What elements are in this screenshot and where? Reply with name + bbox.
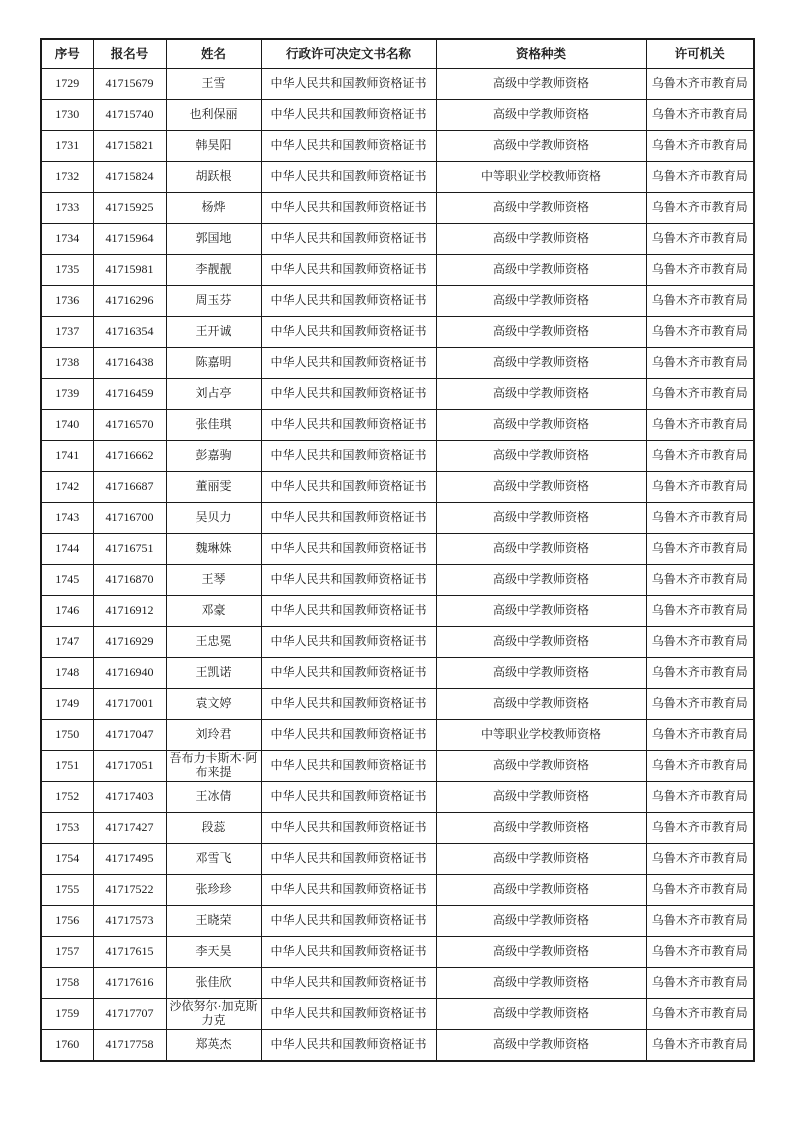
name-cell: 郭国地 [166,224,261,255]
registration-number-cell: 41717001 [93,689,166,720]
header-cell-col-registration-number: 报名号 [93,39,166,69]
table-row [41,658,754,689]
document-title-cell: 中华人民共和国教师资格证书 [261,596,436,627]
authority-cell: 乌鲁木齐市教育局 [646,565,754,596]
qualification-type-cell: 高级中学教师资格 [436,782,646,813]
serial-cell: 1750 [41,720,93,751]
qualification-type-cell: 高级中学教师资格 [436,999,646,1030]
table-row [41,379,754,410]
registration-number-cell: 41716912 [93,596,166,627]
qualification-type-cell: 高级中学教师资格 [436,131,646,162]
authority-cell: 乌鲁木齐市教育局 [646,968,754,999]
name-cell: 陈嘉明 [166,348,261,379]
authority-cell: 乌鲁木齐市教育局 [646,596,754,627]
authority-cell: 乌鲁木齐市教育局 [646,441,754,472]
qualification-type-cell: 高级中学教师资格 [436,286,646,317]
name-cell: 吴贝力 [166,503,261,534]
qualification-type-cell: 高级中学教师资格 [436,441,646,472]
authority-cell: 乌鲁木齐市教育局 [646,751,754,782]
header-cell-col-serial: 序号 [41,39,93,69]
table-row [41,906,754,937]
serial-cell: 1729 [41,69,93,100]
table-row [41,255,754,286]
serial-cell: 1742 [41,472,93,503]
qualification-type-cell: 高级中学教师资格 [436,317,646,348]
document-title-cell: 中华人民共和国教师资格证书 [261,813,436,844]
authority-cell: 乌鲁木齐市教育局 [646,999,754,1030]
name-cell: 邓雪飞 [166,844,261,875]
registration-number-cell: 41717616 [93,968,166,999]
table-row [41,317,754,348]
table-row [41,410,754,441]
document-title-cell: 中华人民共和国教师资格证书 [261,286,436,317]
authority-cell: 乌鲁木齐市教育局 [646,100,754,131]
table-row [41,720,754,751]
header-cell-col-qualification-type: 资格种类 [436,39,646,69]
name-cell: 王晓荣 [166,906,261,937]
registration-number-cell: 41717573 [93,906,166,937]
table-row [41,193,754,224]
name-cell: 邓豪 [166,596,261,627]
name-cell: 段蕊 [166,813,261,844]
authority-cell: 乌鲁木齐市教育局 [646,162,754,193]
qualification-type-cell: 高级中学教师资格 [436,813,646,844]
serial-cell: 1730 [41,100,93,131]
serial-cell: 1741 [41,441,93,472]
authority-cell: 乌鲁木齐市教育局 [646,472,754,503]
registration-number-cell: 41717047 [93,720,166,751]
document-title-cell: 中华人民共和国教师资格证书 [261,410,436,441]
authority-cell: 乌鲁木齐市教育局 [646,844,754,875]
authority-cell: 乌鲁木齐市教育局 [646,224,754,255]
name-cell: 王凯诺 [166,658,261,689]
registration-number-cell: 41715824 [93,162,166,193]
registration-number-cell: 41717403 [93,782,166,813]
serial-cell: 1746 [41,596,93,627]
table-row [41,503,754,534]
table-row [41,441,754,472]
registration-number-cell: 41716354 [93,317,166,348]
table-row [41,565,754,596]
table-row [41,689,754,720]
serial-cell: 1735 [41,255,93,286]
name-cell: 郑英杰 [166,1030,261,1062]
qualification-type-cell: 高级中学教师资格 [436,937,646,968]
document-title-cell: 中华人民共和国教师资格证书 [261,224,436,255]
serial-cell: 1731 [41,131,93,162]
qualification-type-cell: 高级中学教师资格 [436,627,646,658]
table-row [41,224,754,255]
serial-cell: 1748 [41,658,93,689]
qualification-type-cell: 高级中学教师资格 [436,534,646,565]
registration-number-cell: 41715925 [93,193,166,224]
serial-cell: 1757 [41,937,93,968]
authority-cell: 乌鲁木齐市教育局 [646,689,754,720]
registration-number-cell: 41716570 [93,410,166,441]
document-title-cell: 中华人民共和国教师资格证书 [261,131,436,162]
name-cell: 韩昊阳 [166,131,261,162]
document-title-cell: 中华人民共和国教师资格证书 [261,193,436,224]
registration-number-cell: 41716296 [93,286,166,317]
table-row [41,596,754,627]
document-title-cell: 中华人民共和国教师资格证书 [261,317,436,348]
serial-cell: 1743 [41,503,93,534]
table-row [41,844,754,875]
registration-number-cell: 41716687 [93,472,166,503]
document-title-cell: 中华人民共和国教师资格证书 [261,348,436,379]
document-title-cell: 中华人民共和国教师资格证书 [261,937,436,968]
serial-cell: 1745 [41,565,93,596]
document-title-cell: 中华人民共和国教师资格证书 [261,534,436,565]
name-cell: 王雪 [166,69,261,100]
qualification-type-cell: 高级中学教师资格 [436,968,646,999]
document-title-cell: 中华人民共和国教师资格证书 [261,69,436,100]
registration-number-cell: 41715981 [93,255,166,286]
serial-cell: 1733 [41,193,93,224]
name-cell: 张佳欣 [166,968,261,999]
registration-number-cell: 41715740 [93,100,166,131]
name-cell: 王忠冕 [166,627,261,658]
registration-number-cell: 41716940 [93,658,166,689]
authority-cell: 乌鲁木齐市教育局 [646,534,754,565]
registration-number-cell: 41715964 [93,224,166,255]
document-title-cell: 中华人民共和国教师资格证书 [261,255,436,286]
qualification-type-cell: 高级中学教师资格 [436,658,646,689]
qualification-type-cell: 高级中学教师资格 [436,348,646,379]
name-cell: 王琴 [166,565,261,596]
document-title-cell: 中华人民共和国教师资格证书 [261,689,436,720]
serial-cell: 1754 [41,844,93,875]
header-cell-col-authority: 许可机关 [646,39,754,69]
serial-cell: 1760 [41,1030,93,1062]
serial-cell: 1739 [41,379,93,410]
qualification-type-cell: 高级中学教师资格 [436,410,646,441]
name-cell: 杨烨 [166,193,261,224]
name-cell: 张佳琪 [166,410,261,441]
qualification-type-cell: 高级中学教师资格 [436,255,646,286]
name-cell: 袁文婷 [166,689,261,720]
name-cell: 魏琳姝 [166,534,261,565]
document-title-cell: 中华人民共和国教师资格证书 [261,627,436,658]
registration-number-cell: 41717707 [93,999,166,1030]
header-cell-col-document-title: 行政许可决定文书名称 [261,39,436,69]
serial-cell: 1752 [41,782,93,813]
name-cell: 周玉芬 [166,286,261,317]
document-title-cell: 中华人民共和国教师资格证书 [261,751,436,782]
name-cell: 刘玲君 [166,720,261,751]
registration-number-cell: 41716438 [93,348,166,379]
registration-number-cell: 41715821 [93,131,166,162]
registration-number-cell: 41716459 [93,379,166,410]
qualification-type-cell: 高级中学教师资格 [436,751,646,782]
authority-cell: 乌鲁木齐市教育局 [646,720,754,751]
table-row [41,1030,754,1062]
document-title-cell: 中华人民共和国教师资格证书 [261,565,436,596]
qualification-type-cell: 高级中学教师资格 [436,224,646,255]
document-title-cell: 中华人民共和国教师资格证书 [261,844,436,875]
document-title-cell: 中华人民共和国教师资格证书 [261,441,436,472]
document-title-cell: 中华人民共和国教师资格证书 [261,968,436,999]
qualification-type-cell: 高级中学教师资格 [436,596,646,627]
qualification-type-cell: 高级中学教师资格 [436,906,646,937]
authority-cell: 乌鲁木齐市教育局 [646,503,754,534]
registration-number-cell: 41717615 [93,937,166,968]
table-row [41,782,754,813]
table-row [41,472,754,503]
serial-cell: 1751 [41,751,93,782]
authority-cell: 乌鲁木齐市教育局 [646,658,754,689]
name-cell: 王开诚 [166,317,261,348]
authority-cell: 乌鲁木齐市教育局 [646,937,754,968]
document-title-cell: 中华人民共和国教师资格证书 [261,782,436,813]
name-cell: 张珍珍 [166,875,261,906]
registration-number-cell: 41716751 [93,534,166,565]
authority-cell: 乌鲁木齐市教育局 [646,627,754,658]
serial-cell: 1758 [41,968,93,999]
authority-cell: 乌鲁木齐市教育局 [646,782,754,813]
qualification-type-cell: 高级中学教师资格 [436,844,646,875]
serial-cell: 1759 [41,999,93,1030]
authority-cell: 乌鲁木齐市教育局 [646,813,754,844]
authority-cell: 乌鲁木齐市教育局 [646,69,754,100]
registration-number-cell: 41717495 [93,844,166,875]
qualification-type-cell: 高级中学教师资格 [436,875,646,906]
document-title-cell: 中华人民共和国教师资格证书 [261,472,436,503]
qualification-type-cell: 高级中学教师资格 [436,193,646,224]
authority-cell: 乌鲁木齐市教育局 [646,255,754,286]
document-title-cell: 中华人民共和国教师资格证书 [261,875,436,906]
qualification-type-cell: 高级中学教师资格 [436,69,646,100]
table-row [41,162,754,193]
table-row [41,627,754,658]
qualification-type-cell: 高级中学教师资格 [436,472,646,503]
serial-cell: 1737 [41,317,93,348]
name-cell: 董丽雯 [166,472,261,503]
qualification-type-cell: 高级中学教师资格 [436,379,646,410]
authority-cell: 乌鲁木齐市教育局 [646,410,754,441]
qualification-type-cell: 高级中学教师资格 [436,1030,646,1062]
document-title-cell: 中华人民共和国教师资格证书 [261,379,436,410]
serial-cell: 1736 [41,286,93,317]
serial-cell: 1744 [41,534,93,565]
registration-number-cell: 41716929 [93,627,166,658]
qualification-type-cell: 高级中学教师资格 [436,565,646,596]
serial-cell: 1755 [41,875,93,906]
qualification-type-cell: 高级中学教师资格 [436,689,646,720]
serial-cell: 1732 [41,162,93,193]
table-row [41,999,754,1030]
registration-number-cell: 41716662 [93,441,166,472]
authority-cell: 乌鲁木齐市教育局 [646,906,754,937]
name-cell: 吾布力卡斯木·阿布来提 [166,751,261,782]
table-row [41,937,754,968]
authority-cell: 乌鲁木齐市教育局 [646,1030,754,1062]
header-cell-col-name: 姓名 [166,39,261,69]
table-row [41,348,754,379]
document-title-cell: 中华人民共和国教师资格证书 [261,906,436,937]
table-row [41,751,754,782]
registration-number-cell: 41717051 [93,751,166,782]
registration-number-cell: 41717522 [93,875,166,906]
qualification-type-cell: 高级中学教师资格 [436,503,646,534]
table-row [41,286,754,317]
name-cell: 也利保丽 [166,100,261,131]
authority-cell: 乌鲁木齐市教育局 [646,193,754,224]
document-title-cell: 中华人民共和国教师资格证书 [261,999,436,1030]
authority-cell: 乌鲁木齐市教育局 [646,875,754,906]
name-cell: 李靓靓 [166,255,261,286]
document-title-cell: 中华人民共和国教师资格证书 [261,720,436,751]
registration-number-cell: 41717427 [93,813,166,844]
header-row [41,39,754,69]
registration-number-cell: 41717758 [93,1030,166,1062]
table-row [41,968,754,999]
registration-number-cell: 41715679 [93,69,166,100]
qualification-type-cell: 高级中学教师资格 [436,100,646,131]
name-cell: 王冰倩 [166,782,261,813]
serial-cell: 1756 [41,906,93,937]
authority-cell: 乌鲁木齐市教育局 [646,286,754,317]
document-title-cell: 中华人民共和国教师资格证书 [261,658,436,689]
serial-cell: 1747 [41,627,93,658]
serial-cell: 1734 [41,224,93,255]
qualification-type-cell: 中等职业学校教师资格 [436,720,646,751]
document-title-cell: 中华人民共和国教师资格证书 [261,100,436,131]
qualification-type-cell: 中等职业学校教师资格 [436,162,646,193]
license-table [40,38,755,1062]
name-cell: 彭嘉驹 [166,441,261,472]
table-row [41,131,754,162]
name-cell: 李天昊 [166,937,261,968]
authority-cell: 乌鲁木齐市教育局 [646,317,754,348]
authority-cell: 乌鲁木齐市教育局 [646,348,754,379]
authority-cell: 乌鲁木齐市教育局 [646,379,754,410]
serial-cell: 1749 [41,689,93,720]
document-title-cell: 中华人民共和国教师资格证书 [261,1030,436,1062]
document-title-cell: 中华人民共和国教师资格证书 [261,162,436,193]
registration-number-cell: 41716700 [93,503,166,534]
name-cell: 刘占亭 [166,379,261,410]
table-row [41,875,754,906]
document-title-cell: 中华人民共和国教师资格证书 [261,503,436,534]
serial-cell: 1753 [41,813,93,844]
table-row [41,534,754,565]
table-row [41,813,754,844]
registration-number-cell: 41716870 [93,565,166,596]
table-row [41,69,754,100]
table-row [41,100,754,131]
serial-cell: 1738 [41,348,93,379]
serial-cell: 1740 [41,410,93,441]
name-cell: 沙依努尔·加克斯力克 [166,999,261,1030]
name-cell: 胡跃根 [166,162,261,193]
authority-cell: 乌鲁木齐市教育局 [646,131,754,162]
